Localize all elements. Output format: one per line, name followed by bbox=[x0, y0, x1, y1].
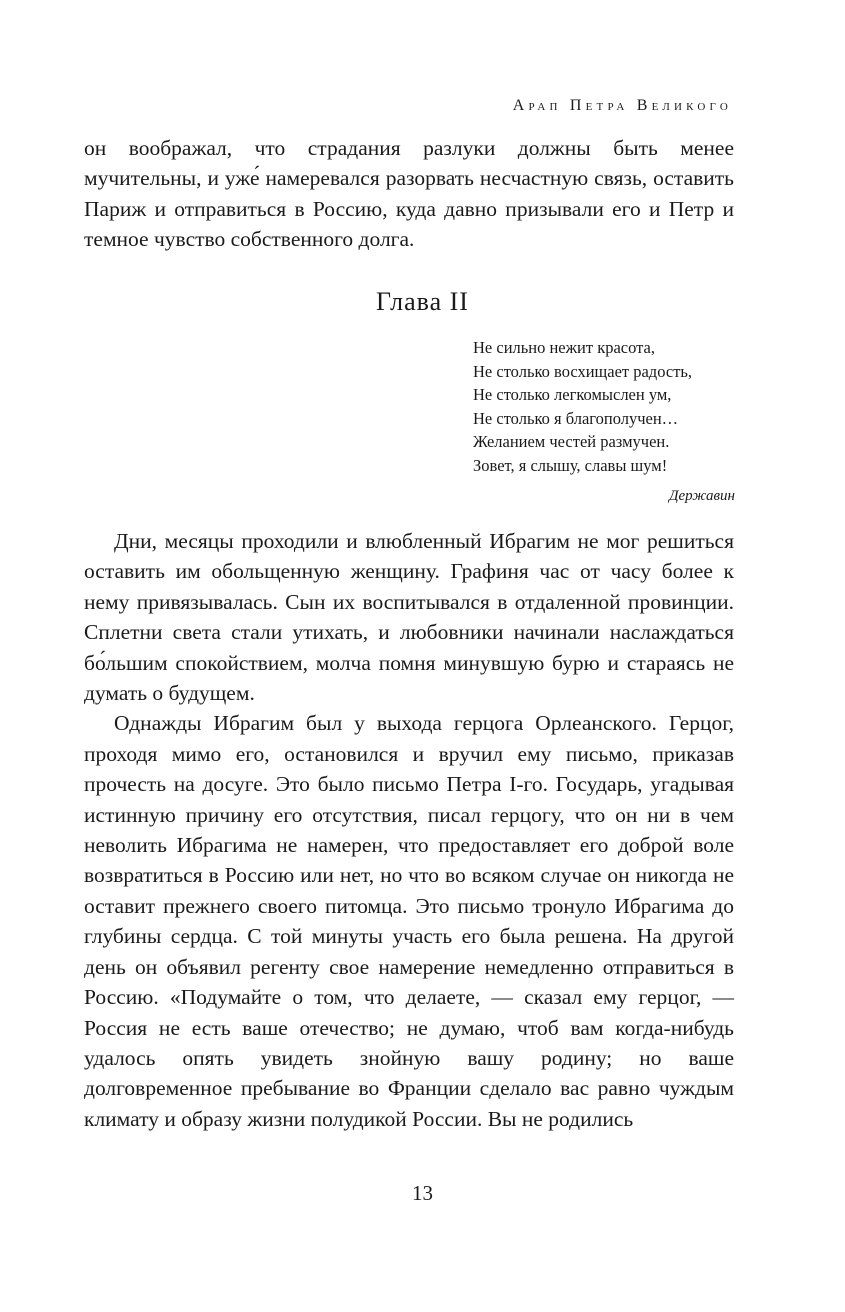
epigraph-line: Зовет, я слышу, славы шум! bbox=[473, 455, 668, 475]
body-paragraph: Дни, месяцы проходили и влюбленный Ибрагим не мог решиться оставить им обольщенную женщину. Графиня час от часу более к нему привязывалась. Сын их воспитывался в отдаленной провинции. Сплетни света стали утихать, и любовники начинали наслаждаться бо́льшим спокойствием, молча помня минувшую бурю и стараясь не думать о будущем. bbox=[84, 529, 734, 706]
chapter-body bbox=[84, 526, 734, 1134]
intro-text bbox=[84, 133, 734, 255]
epigraph-line: Желанием честей размучен. bbox=[473, 432, 670, 452]
body-paragraph: Однажды Ибрагим был у выхода герцога Орлеанского. Герцог, проходя мимо его, остановился и вручил ему письмо, приказав прочесть на досуге. Это было письмо Петра I-го. Государь, угадывая истинную причину его отсутствия, писал герцогу, что он ни в чем неволить Ибрагима не намерен, что предоставляет его доброй воле возвратиться в Россию или нет, но что во всяком случае он никогда не оставит прежнего своего питомца. Это письмо тронуло Ибрагима до глубины сердца. С той минуты участь его была решена. На другой день он объявил регенту свое намерение немедленно отправиться в Россию. «Подумайте о том, что делаете, — сказал ему герцог, — Россия не есть ваше отечество; не думаю, чтоб вам когда-нибудь удалось опять увидеть знойную вашу родину; но ваше долговременное пребывание во Франции сделало вас равно чуждым климату и образу жизни полудикой России. Вы не родились bbox=[84, 711, 734, 1131]
intro-paragraph: он воображал, что страдания разлуки должны быть менее мучительны, и уже́ намеревался разорвать несчастную связь, оставить Париж и отправиться в Россию, куда давно призывали его и Петр и темное чувство собственного долга. bbox=[84, 136, 734, 252]
running-head: Арап Петра Великого bbox=[512, 97, 732, 114]
epigraph-line: Не столько восхищает радость, bbox=[473, 361, 693, 381]
page-number: 13 bbox=[412, 1181, 433, 1205]
epigraph-author: Державин bbox=[668, 487, 735, 504]
epigraph bbox=[473, 336, 735, 508]
epigraph-line: Не сильно нежит красота, bbox=[473, 338, 656, 357]
chapter-title: Глава II bbox=[376, 287, 469, 316]
epigraph-line: Не столько легкомыслен ум, bbox=[473, 385, 672, 405]
epigraph-line: Не столько я благополучен… bbox=[473, 408, 679, 428]
